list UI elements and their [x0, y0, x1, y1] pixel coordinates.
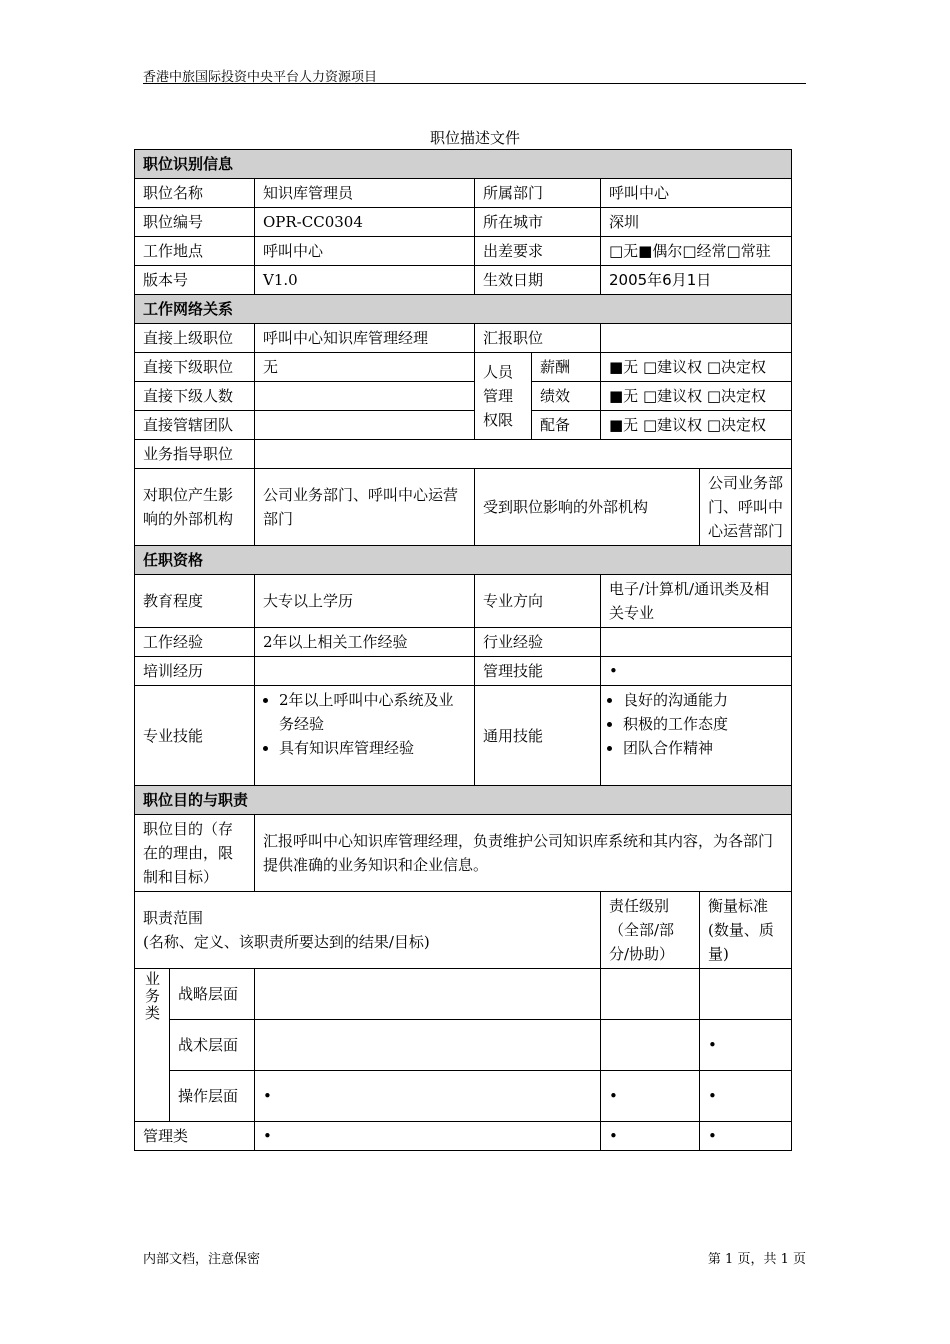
- table-row: [135, 266, 792, 295]
- duty-row-name: 战略层面: [170, 969, 255, 1020]
- cell-value: 电子/计算机/通讯类及相关专业: [601, 575, 792, 628]
- duty-row-level: •: [601, 1122, 700, 1151]
- authority-label-line: 人员: [483, 363, 514, 381]
- cell-value: [255, 440, 792, 469]
- section-network: 工作网络关系: [135, 295, 792, 324]
- duty-row-name: 管理类: [135, 1122, 255, 1151]
- cell-value: [255, 657, 475, 686]
- cell-value: OPR-CC0304: [255, 208, 475, 237]
- list-item: • 2年以上呼叫中心系统及业务经验: [279, 688, 466, 736]
- list-item: • 积极的工作态度: [623, 712, 783, 736]
- authority-item-label: 绩效: [532, 382, 601, 411]
- cell-value: V1.0: [255, 266, 475, 295]
- cell-value: 呼叫中心: [601, 179, 792, 208]
- cell-label: 培训经历: [135, 657, 255, 686]
- table-row: [135, 892, 792, 969]
- cell-label: 专业技能: [135, 686, 255, 786]
- list-item: • 团队合作精神: [623, 736, 783, 760]
- cell-label: 职位编号: [135, 208, 255, 237]
- effective-date-value: 2005年6月1日: [601, 266, 792, 295]
- cell-value: 公司业务部门、呼叫中心运营部门: [255, 469, 475, 546]
- duty-row-level: [601, 1020, 700, 1071]
- duty-row-content: •: [255, 1071, 601, 1122]
- cell-label: 直接上级职位: [135, 324, 255, 353]
- cell-value: 2年以上相关工作经验: [255, 628, 475, 657]
- table-row: [135, 411, 792, 440]
- table-row: [135, 382, 792, 411]
- table-row: [135, 815, 792, 892]
- table-row: [135, 657, 792, 686]
- cell-label: 业务指导职位: [135, 440, 255, 469]
- cell-label: 行业经验: [475, 628, 601, 657]
- duty-row-level: •: [601, 1071, 700, 1122]
- cell-label: 教育程度: [135, 575, 255, 628]
- table-row: [135, 324, 792, 353]
- cell-label: 版本号: [135, 266, 255, 295]
- cell-value: 深圳: [601, 208, 792, 237]
- authority-item-label: 配备: [532, 411, 601, 440]
- header-text: 香港中旅国际投资中央平台人力资源项目: [143, 70, 378, 85]
- list-item: • 具有知识库管理经验: [279, 736, 466, 760]
- cell-label: 生效日期: [475, 266, 601, 295]
- table-row: [135, 208, 792, 237]
- cell-value: 大专以上学历: [255, 575, 475, 628]
- cell-value: 公司业务部门、呼叫中心运营部门: [700, 469, 792, 546]
- table-row: [135, 686, 792, 786]
- duty-row-name: 操作层面: [170, 1071, 255, 1122]
- duty-row-measure: [700, 969, 792, 1020]
- list-item: • 良好的沟通能力: [623, 688, 783, 712]
- section-purpose: 职位目的与职责: [135, 786, 792, 815]
- pro-skills-cell: [255, 686, 475, 786]
- cell-value: [601, 628, 792, 657]
- cell-label: 所属部门: [475, 179, 601, 208]
- cell-label: 通用技能: [475, 686, 601, 786]
- cell-label: 管理技能: [475, 657, 601, 686]
- authority-label-line: 权限: [483, 411, 514, 429]
- authority-item-value: ■无 □建议权 □决定权: [601, 353, 792, 382]
- authority-item-value: ■无 □建议权 □决定权: [601, 411, 792, 440]
- cell-label: 受到职位影响的外部机构: [475, 469, 700, 546]
- purpose-label: 职位目的（存在的理由，限制和目标）: [135, 815, 255, 892]
- duty-scope-sub: (名称、定义、该职责所要达到的结果/目标): [143, 933, 430, 951]
- cell-value: [255, 411, 475, 440]
- table-row: [135, 1122, 792, 1151]
- table-row: [135, 440, 792, 469]
- cell-label: 工作经验: [135, 628, 255, 657]
- duty-row-measure: •: [700, 1020, 792, 1071]
- cell-label: 直接管辖团队: [135, 411, 255, 440]
- table-row: [135, 628, 792, 657]
- authority-item-value: ■无 □建议权 □决定权: [601, 382, 792, 411]
- footer-right: 第 1 页，共 1 页: [707, 1252, 806, 1267]
- table-row: [135, 469, 792, 546]
- purpose-value: 汇报呼叫中心知识库管理经理，负责维护公司知识库系统和其内容，为各部门提供准确的业务知识和企业信息。: [255, 815, 792, 892]
- authority-label: [475, 353, 532, 440]
- duty-scope-header: [135, 892, 601, 969]
- cell-label: 工作地点: [135, 237, 255, 266]
- duty-row-level: [601, 969, 700, 1020]
- cell-value: •: [601, 657, 792, 686]
- job-description-table: [134, 149, 792, 1151]
- table-row: [135, 237, 792, 266]
- table-row: [135, 179, 792, 208]
- cell-value: [601, 324, 792, 353]
- duty-row-measure: •: [700, 1071, 792, 1122]
- duty-row-content: [255, 969, 601, 1020]
- cell-label: 出差要求: [475, 237, 601, 266]
- cell-value: 呼叫中心知识库管理经理: [255, 324, 475, 353]
- business-category-text: 业务类: [143, 971, 161, 1022]
- table-row: [135, 353, 792, 382]
- travel-requirement-value: □无■偶尔□经常□常驻: [601, 237, 792, 266]
- cell-value: 呼叫中心: [255, 237, 475, 266]
- cell-label: 职位名称: [135, 179, 255, 208]
- measure-header: 衡量标准(数量、质量): [700, 892, 792, 969]
- cell-label: 汇报职位: [475, 324, 601, 353]
- table-row: [135, 1020, 792, 1071]
- business-category-label: [135, 969, 170, 1122]
- cell-value: 知识库管理员: [255, 179, 475, 208]
- document-title: 职位描述文件: [429, 129, 520, 147]
- header-divider: [143, 83, 806, 84]
- authority-item-label: 薪酬: [532, 353, 601, 382]
- responsibility-level-header: 责任级别（全部/部分/协助）: [601, 892, 700, 969]
- cell-label: 直接下级人数: [135, 382, 255, 411]
- section-qualification: 任职资格: [135, 546, 792, 575]
- duty-row-content: [255, 1020, 601, 1071]
- duty-row-content: •: [255, 1122, 601, 1151]
- table-row: [135, 1071, 792, 1122]
- table-row: [135, 575, 792, 628]
- cell-label: 专业方向: [475, 575, 601, 628]
- authority-label-line: 管理: [483, 387, 514, 405]
- cell-value: 无: [255, 353, 475, 382]
- table-row: [135, 969, 792, 1020]
- duty-row-name: 战术层面: [170, 1020, 255, 1071]
- cell-label: 直接下级职位: [135, 353, 255, 382]
- duty-row-measure: •: [700, 1122, 792, 1151]
- general-skills-cell: [601, 686, 792, 786]
- cell-label: 对职位产生影响的外部机构: [135, 469, 255, 546]
- duty-scope-label: 职责范围: [143, 909, 204, 927]
- section-identity: 职位识别信息: [135, 150, 792, 179]
- footer-left: 内部文档，注意保密: [143, 1252, 261, 1267]
- cell-label: 所在城市: [475, 208, 601, 237]
- cell-value: [255, 382, 475, 411]
